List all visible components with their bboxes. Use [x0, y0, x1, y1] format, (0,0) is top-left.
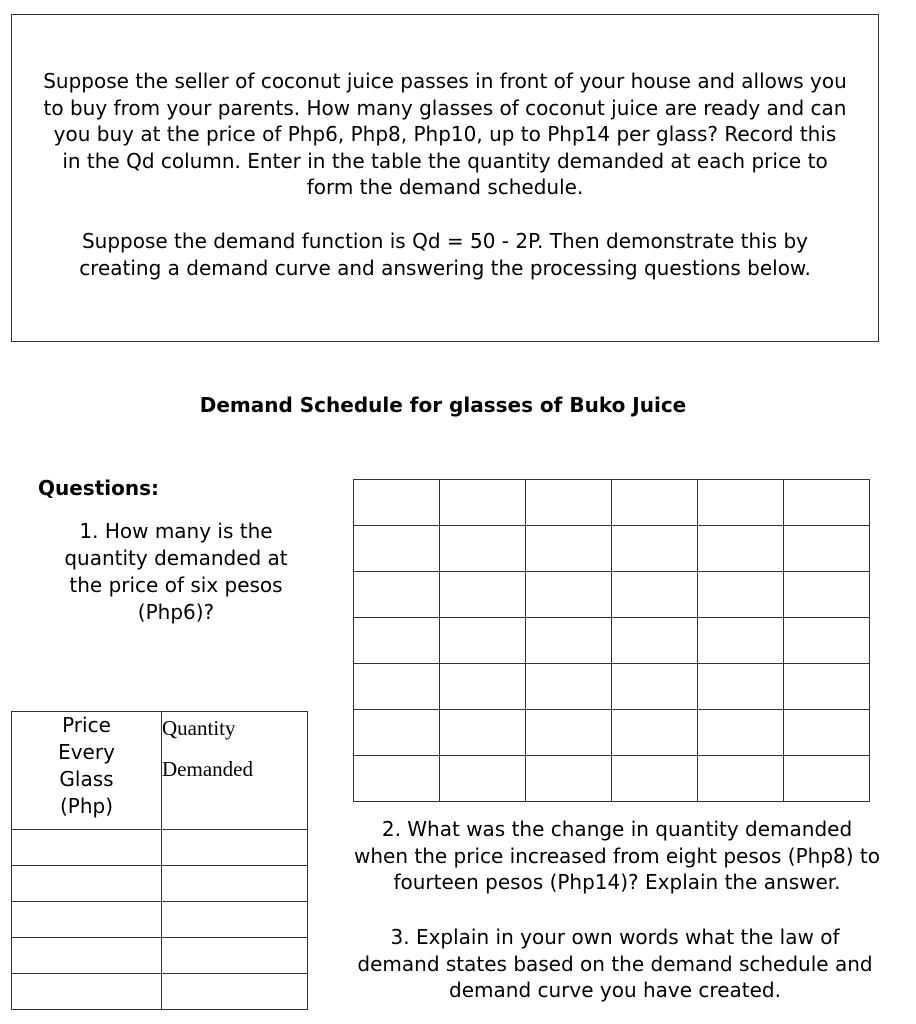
demand-curve-grid	[353, 479, 870, 802]
schedule-row	[12, 866, 308, 902]
question-3: 3. Explain in your own words what the law of demand states based on the demand schedule and demand curve you have created.	[357, 925, 873, 1002]
grid-row	[354, 572, 870, 618]
grid-cell[interactable]	[526, 710, 612, 756]
schedule-row	[12, 938, 308, 974]
quantity-cell[interactable]	[162, 902, 308, 938]
grid-row	[354, 710, 870, 756]
quantity-cell[interactable]	[162, 830, 308, 866]
schedule-row	[12, 974, 308, 1010]
price-cell[interactable]	[12, 938, 162, 974]
grid-cell[interactable]	[612, 710, 698, 756]
instructions-paragraph-2: Suppose the demand function is Qd = 50 - 2P. Then demonstrate this by creating a demand curve and answering the processing questions below.	[79, 229, 811, 280]
grid-cell[interactable]	[784, 664, 870, 710]
price-cell[interactable]	[12, 974, 162, 1010]
grid-cell[interactable]	[612, 664, 698, 710]
grid-cell[interactable]	[612, 756, 698, 802]
grid-cell[interactable]	[440, 710, 526, 756]
price-header-text: Price Every Glass (Php)	[58, 713, 115, 818]
quantity-header-line-1: Quantity	[162, 716, 236, 740]
quantity-column-header	[162, 712, 308, 830]
grid-row	[354, 664, 870, 710]
grid-row	[354, 526, 870, 572]
grid-cell[interactable]	[526, 480, 612, 526]
grid-cell[interactable]	[612, 618, 698, 664]
grid-cell[interactable]	[440, 480, 526, 526]
grid-cell[interactable]	[354, 756, 440, 802]
grid-row	[354, 618, 870, 664]
grid-cell[interactable]	[698, 618, 784, 664]
grid-cell[interactable]	[526, 526, 612, 572]
grid-cell[interactable]	[526, 756, 612, 802]
grid-cell[interactable]	[612, 526, 698, 572]
page-title: Demand Schedule for glasses of Buko Juice	[199, 393, 687, 417]
price-cell[interactable]	[12, 830, 162, 866]
grid-cell[interactable]	[354, 572, 440, 618]
grid-cell[interactable]	[784, 710, 870, 756]
quantity-header-line-2: Demanded	[162, 757, 253, 781]
grid-cell[interactable]	[612, 572, 698, 618]
grid-cell[interactable]	[440, 664, 526, 710]
demand-schedule-table	[11, 711, 308, 1010]
grid-cell[interactable]	[784, 756, 870, 802]
grid-cell[interactable]	[784, 618, 870, 664]
grid-cell[interactable]	[784, 572, 870, 618]
question-1: 1. How many is the quantity demanded at the price of six pesos (Php6)?	[64, 519, 288, 624]
quantity-cell[interactable]	[162, 866, 308, 902]
grid-cell[interactable]	[354, 526, 440, 572]
grid-cell[interactable]	[354, 618, 440, 664]
grid-cell[interactable]	[784, 526, 870, 572]
grid-cell[interactable]	[440, 756, 526, 802]
grid-cell[interactable]	[354, 710, 440, 756]
grid-cell[interactable]	[354, 480, 440, 526]
grid-cell[interactable]	[784, 480, 870, 526]
grid-row	[354, 480, 870, 526]
grid-cell[interactable]	[698, 480, 784, 526]
grid-cell[interactable]	[698, 572, 784, 618]
question-2: 2. What was the change in quantity demanded when the price increased from eight pesos (Php8) to fourteen pesos (Php14)? Explain the answer.	[354, 817, 880, 894]
grid-cell[interactable]	[698, 710, 784, 756]
instructions-paragraph-1: Suppose the seller of coconut juice passes in front of your house and allows you to buy from your parents. How many glasses of coconut juice are ready and can you buy at the price of Php6, Php8, Php10, up to Php14 per glass? Record this in the Qd column. Enter in the table the quantity demanded at each price to form the demand schedule.	[43, 69, 847, 199]
price-cell[interactable]	[12, 902, 162, 938]
grid-cell[interactable]	[698, 526, 784, 572]
grid-cell[interactable]	[612, 480, 698, 526]
price-column-header	[12, 712, 162, 830]
grid-cell[interactable]	[698, 756, 784, 802]
grid-row	[354, 756, 870, 802]
instructions-box	[11, 14, 879, 342]
grid-cell[interactable]	[354, 664, 440, 710]
grid-cell[interactable]	[526, 664, 612, 710]
schedule-row	[12, 830, 308, 866]
questions-heading: Questions:	[38, 476, 160, 500]
price-cell[interactable]	[12, 866, 162, 902]
grid-cell[interactable]	[526, 618, 612, 664]
schedule-row	[12, 902, 308, 938]
grid-cell[interactable]	[440, 618, 526, 664]
quantity-cell[interactable]	[162, 938, 308, 974]
grid-cell[interactable]	[440, 526, 526, 572]
grid-cell[interactable]	[698, 664, 784, 710]
grid-cell[interactable]	[440, 572, 526, 618]
schedule-header-row	[12, 712, 308, 830]
quantity-cell[interactable]	[162, 974, 308, 1010]
grid-cell[interactable]	[526, 572, 612, 618]
